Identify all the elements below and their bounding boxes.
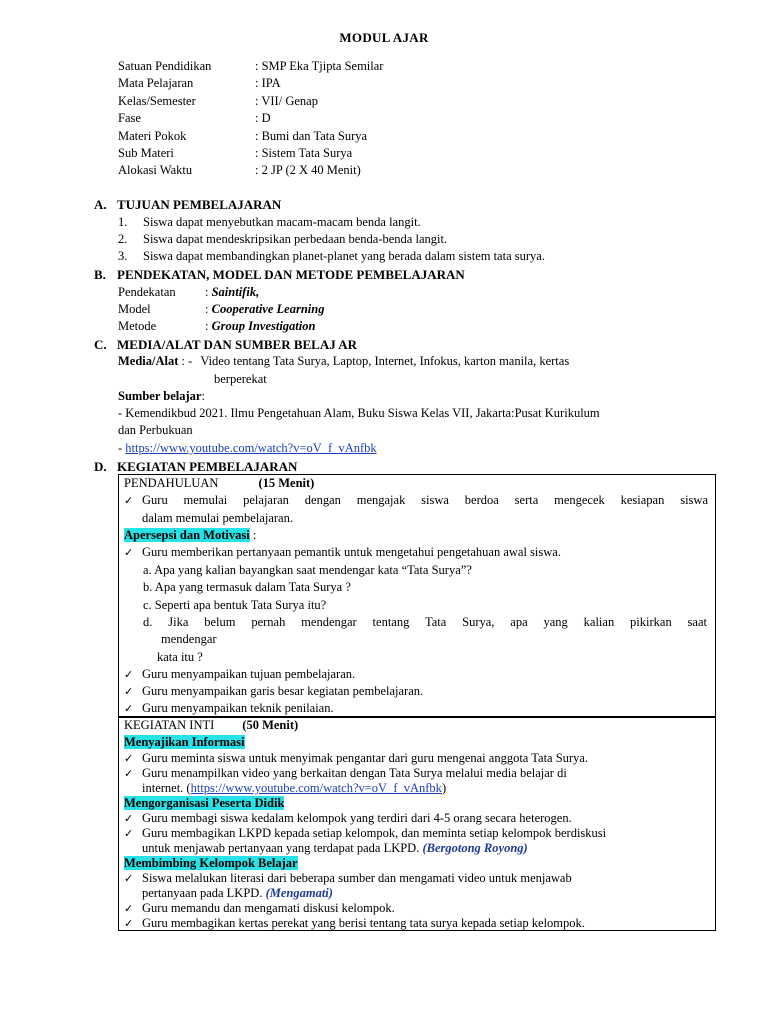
section-letter: B. xyxy=(94,267,106,282)
check-text: Guru meminta siswa untuk menyimak pengantar dari guru mengenai anggota Tata Surya. xyxy=(142,751,588,765)
kegiatan-inti-title: KEGIATAN INTI xyxy=(124,718,215,732)
section-b-heading xyxy=(94,266,465,283)
section-title: MEDIA/ALAT DAN SUMBER BELAJ AR xyxy=(117,337,358,352)
checkmark-icon: ✓ xyxy=(124,494,134,507)
text-prefix: internet. ( xyxy=(142,781,191,795)
question-d-continued: kata itu ? xyxy=(157,650,203,664)
kegiatan-inti-time: (50 Menit) xyxy=(242,718,299,732)
checkmark-icon: ✓ xyxy=(124,917,134,930)
text-suffix: ) xyxy=(441,781,447,795)
check-item xyxy=(124,544,561,561)
pendahuluan-time: (15 Menit) xyxy=(258,476,315,490)
document-title: MODUL AJAR xyxy=(339,30,429,45)
check-item xyxy=(124,492,708,509)
section-a-heading xyxy=(94,196,281,213)
check-text: Guru menyampaikan tujuan pembelajaran. xyxy=(142,667,356,681)
section-letter: D. xyxy=(94,459,107,474)
reference-1-continued: dan Perbukuan xyxy=(118,423,193,437)
identity-row xyxy=(118,162,361,179)
pendahuluan-title: PENDAHULUAN xyxy=(124,476,219,490)
reference-prefix: - xyxy=(118,441,126,455)
item-text: Siswa dapat menyebutkan macam-macam benda langit. xyxy=(143,215,421,229)
checkmark-icon: ✓ xyxy=(124,685,134,698)
checkmark-icon: ✓ xyxy=(124,752,134,765)
item-number: 2. xyxy=(118,232,128,246)
checkmark-icon: ✓ xyxy=(124,702,134,715)
identity-row xyxy=(118,93,318,110)
sumber-line xyxy=(118,388,205,405)
check-text: Guru menyampaikan teknik penilaian. xyxy=(142,701,334,715)
identity-row xyxy=(118,128,367,145)
question-c: c. Seperti apa bentuk Tata Surya itu? xyxy=(143,598,327,612)
membimbing-label: Membimbing Kelompok Belajar xyxy=(124,856,298,870)
section-title: PENDEKATAN, MODEL DAN METODE PEMBELAJARAN xyxy=(117,267,465,282)
item-text: Siswa dapat mendeskripsikan perbedaan benda-benda langit. xyxy=(143,232,448,246)
row-value: Saintifik, xyxy=(211,285,260,299)
identity-value: : D xyxy=(255,111,271,125)
apersepsi-label: Apersepsi dan Motivasi xyxy=(124,528,250,542)
identity-row xyxy=(118,75,281,92)
media-label: Media/Alat xyxy=(118,354,179,368)
list-item xyxy=(118,214,421,231)
check-text: pertanyaan pada LKPD. xyxy=(142,886,263,900)
character-tag: (Bergotong Royong) xyxy=(422,841,528,855)
identity-label: Fase xyxy=(118,111,141,125)
reference-2 xyxy=(118,440,377,457)
menyajikan-heading xyxy=(124,734,245,751)
check-item xyxy=(124,700,334,717)
method-row xyxy=(118,318,315,335)
identity-label: Satuan Pendidikan xyxy=(118,59,212,73)
kegiatan-inti-header xyxy=(124,717,298,734)
row-label: Metode xyxy=(118,319,157,333)
list-item xyxy=(118,231,447,248)
check-text: Siswa melalukan literasi dari beberapa sumber dan mengamati video untuk menjawab xyxy=(142,871,572,885)
checkmark-icon: ✓ xyxy=(124,668,134,681)
row-colon: : xyxy=(205,319,212,333)
check-text: Guru membagi siswa kedalam kelompok yang terdiri dari 4-5 orang secara heterogen. xyxy=(142,811,572,825)
checkmark-icon: ✓ xyxy=(124,812,134,825)
item-text: Siswa dapat membandingkan planet-planet yang berada dalam sistem tata surya. xyxy=(143,249,545,263)
character-tag: (Mengamati) xyxy=(265,886,333,900)
check-text-continued: dalam memulai pembelajaran. xyxy=(142,511,293,525)
sumber-colon: : xyxy=(201,389,205,403)
check-text: Guru memulai pelajaran dengan mengajak siswa berdoa serta mengecek kesiapan siswa xyxy=(142,493,708,507)
section-title: KEGIATAN PEMBELAJARAN xyxy=(117,459,298,474)
identity-value: : Bumi dan Tata Surya xyxy=(255,129,368,143)
section-letter: A. xyxy=(94,197,107,212)
section-c-heading xyxy=(94,336,357,353)
apersepsi-colon: : xyxy=(249,528,257,542)
check-text: untuk menjawab pertanyaan yang terdapat pada LKPD. xyxy=(142,841,420,855)
model-row xyxy=(118,301,324,318)
identity-value: : 2 JP (2 X 40 Menit) xyxy=(255,163,361,177)
identity-label: Mata Pelajaran xyxy=(118,76,194,90)
identity-label: Kelas/Semester xyxy=(118,94,196,108)
row-colon: : xyxy=(205,302,212,316)
media-text: Video tentang Tata Surya, Laptop, Internet, Infokus, karton manila, kertas xyxy=(200,354,570,368)
identity-value: : SMP Eka Tjipta Semilar xyxy=(255,59,384,73)
identity-value: : Sistem Tata Surya xyxy=(255,146,353,160)
check-item xyxy=(124,915,585,932)
sumber-label: Sumber belajar xyxy=(118,389,202,403)
row-label: Model xyxy=(118,302,151,316)
section-title: TUJUAN PEMBELAJARAN xyxy=(117,197,282,212)
check-text: Guru menyampaikan garis besar kegiatan pembelajaran. xyxy=(142,684,424,698)
question-b: b. Apa yang termasuk dalam Tata Surya ? xyxy=(143,580,351,594)
apersepsi-heading xyxy=(124,527,256,544)
check-text: Guru memandu dan mengamati diskusi kelompok. xyxy=(142,901,395,915)
mengorganisasi-label: Mengorganisasi Peserta Didik xyxy=(124,796,285,810)
approach-row xyxy=(118,284,259,301)
row-value: Cooperative Learning xyxy=(211,302,325,316)
identity-label: Alokasi Waktu xyxy=(118,163,193,177)
question-a: a. Apa yang kalian bayangkan saat mendengar kata “Tata Surya”? xyxy=(143,563,472,577)
check-text: Guru membagikan kertas perekat yang berisi tentang tata surya kepada setiap kelompok. xyxy=(142,916,585,930)
question-d-continued: mendengar xyxy=(161,632,217,646)
identity-label: Sub Materi xyxy=(118,146,174,160)
youtube-link[interactable]: https://www.youtube.com/watch?v=oV_f_vAnfbk xyxy=(190,781,442,795)
list-item xyxy=(118,248,545,265)
youtube-link[interactable]: https://www.youtube.com/watch?v=oV_f_vAnfbk xyxy=(125,441,377,455)
menyajikan-label: Menyajikan Informasi xyxy=(124,735,245,749)
check-item xyxy=(124,666,355,683)
identity-value: : VII/ Genap xyxy=(255,94,318,108)
identity-row xyxy=(118,110,271,127)
check-item xyxy=(124,683,423,700)
checkmark-icon: ✓ xyxy=(124,767,134,780)
question-d: d. Jika belum pernah mendengar tentang Tata Surya, apa yang kalian pikirkan saat xyxy=(143,615,707,629)
reference-1: - Kemendikbud 2021. Ilmu Pengetahuan Alam, Buku Siswa Kelas VII, Jakarta:Pusat Kurikulum xyxy=(118,406,600,420)
media-separator: : - xyxy=(178,354,193,368)
identity-row xyxy=(118,145,352,162)
checkmark-icon: ✓ xyxy=(124,546,134,559)
check-text: Guru menampilkan video yang berkaitan dengan Tata Surya melalui media belajar di xyxy=(142,766,567,780)
media-line xyxy=(118,353,569,370)
section-letter: C. xyxy=(94,337,107,352)
pendahuluan-header xyxy=(124,475,314,492)
check-text: Guru membagikan LKPD kepada setiap kelompok, dan meminta setiap kelompok berdiskusi xyxy=(142,826,607,840)
media-text-continued: berperekat xyxy=(214,372,267,386)
identity-label: Materi Pokok xyxy=(118,129,187,143)
checkmark-icon: ✓ xyxy=(124,902,134,915)
item-number: 1. xyxy=(118,215,128,229)
checkmark-icon: ✓ xyxy=(124,827,134,840)
check-text: Guru memberikan pertanyaan pemantik untuk mengetahui pengetahuan awal siswa. xyxy=(142,545,561,559)
item-number: 3. xyxy=(118,249,128,263)
identity-value: : IPA xyxy=(255,76,281,90)
checkmark-icon: ✓ xyxy=(124,872,134,885)
section-d-heading xyxy=(94,458,297,475)
identity-row xyxy=(118,58,383,75)
row-value: Group Investigation xyxy=(211,319,316,333)
row-colon: : xyxy=(205,285,212,299)
row-label: Pendekatan xyxy=(118,285,176,299)
